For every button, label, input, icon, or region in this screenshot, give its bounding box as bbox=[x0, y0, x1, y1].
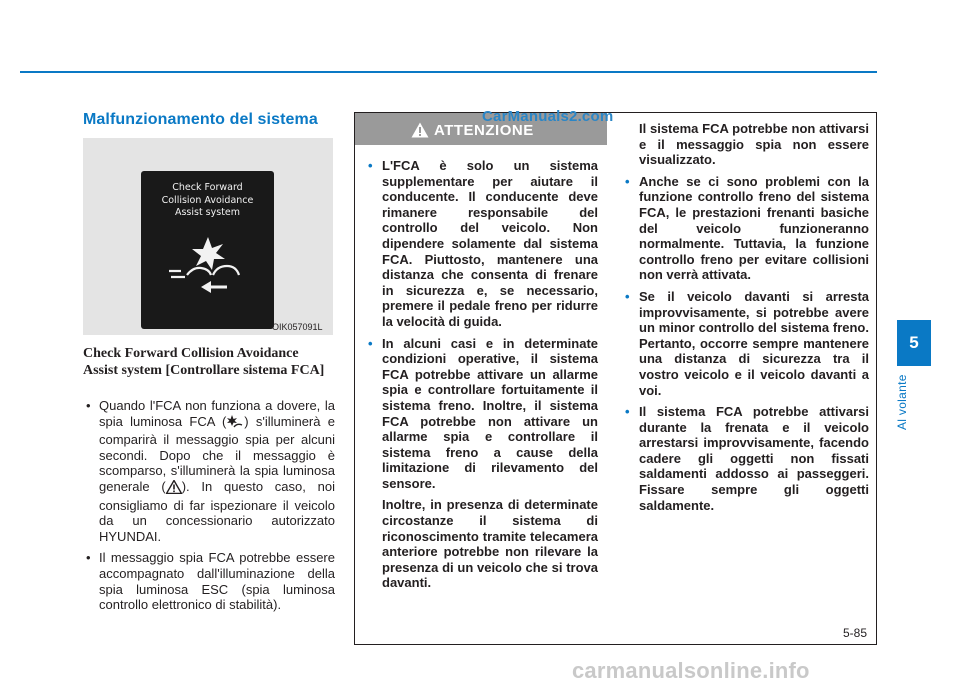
warning-paragraph: Inoltre, in presenza di determinate circostanze il sistema di riconoscimento tramite telecamera anteriore potrebbe non rilevare la presenza di un veicolo che si trova davanti. bbox=[382, 497, 598, 591]
cluster-message-line: Assist system bbox=[174, 207, 241, 218]
bullet-text: ). In questo caso, noi consigliamo di far ispezionare il veicolo da un concessionario autorizzato HYUNDAI. bbox=[99, 478, 335, 544]
list-item bbox=[85, 550, 335, 612]
warning-header bbox=[355, 108, 614, 145]
list-item: • Il sistema FCA potrebbe attivarsi durante la frenata e il veicolo arrestarsi improvvisamente, facendo cadere gli oggetti non fissati saldamenti addosso ai passeggeri. Fissare sempre gli oggetti saldamente. bbox=[625, 404, 869, 513]
warning-triangle-icon bbox=[411, 122, 429, 138]
cluster-message-line: Collision Avoidance bbox=[161, 194, 254, 206]
section-title: Malfunzionamento del sistema bbox=[83, 111, 318, 128]
page-number: 5-85 bbox=[843, 626, 868, 640]
bullet-text: Quando l'FCA non funziona a dovere, la spia luminosa FCA ( bbox=[99, 398, 335, 429]
list-item: • Anche se ci sono problemi con la funzione controllo freno del sistema FCA, le prestazioni frenanti basiche del veicolo funzioneranno normalmente. Tuttavia, la funzione controllo freno per evitare collisioni non verrà attivata. bbox=[625, 174, 869, 283]
warning-label: ATTENZIONE bbox=[434, 121, 534, 139]
warning-column-right bbox=[625, 121, 869, 519]
figure-code: OIK057091L bbox=[272, 322, 323, 332]
bullet-text: Il messaggio spia FCA potrebbe essere accompagnato dall'illuminazione della spia luminosa ESC (spia luminosa controllo elettronico di stabilità). bbox=[99, 550, 335, 613]
collision-warning-icon bbox=[165, 235, 251, 295]
left-bullet-list bbox=[85, 398, 335, 619]
cluster-message-line: Check Forward bbox=[172, 182, 243, 193]
fca-warning-icon bbox=[226, 415, 244, 433]
warning-paragraph: Il sistema FCA potrebbe non attivarsi e il messaggio spia non essere visualizzato. bbox=[639, 121, 869, 168]
warning-box bbox=[354, 108, 877, 645]
watermark: CarManuals2.com bbox=[482, 108, 614, 125]
list-item bbox=[85, 398, 335, 544]
header-rule bbox=[20, 71, 877, 73]
cluster-message bbox=[141, 182, 274, 220]
list-item: • In alcuni casi e in determinate condizioni operative, il sistema FCA potrebbe attivare un allarme spia e controllare fortuitamente il sistema freno. Inoltre, il sistema FCA potrebbe non attivare un allarme spia e controllare il sistema freno a cause della limitazione di rilevamento del sensore. bbox=[368, 336, 598, 492]
chapter-name: Al volante bbox=[895, 374, 909, 430]
list-item: • L'FCA è solo un sistema supplementare per aiutare il conducente. Il conducente deve rimanere responsabile del controllo del veicolo. Non dipendere solamente dal sistema FCA. Piuttosto, mantenere una distanza che consenta di frenare in sicurezza e, se necessario, premere il pedale freno per ridurre la velocità di guida. bbox=[368, 158, 598, 330]
warning-column-left bbox=[368, 158, 598, 597]
cluster-figure bbox=[83, 138, 333, 335]
chapter-number-tab: 5 bbox=[897, 320, 931, 366]
master-warning-icon bbox=[166, 480, 182, 498]
footer-watermark: carmanualsonline.info bbox=[572, 658, 810, 683]
cluster-display bbox=[141, 171, 274, 329]
bullet-text: ) s'illuminerà e comparirà il messaggio spia per alcuni secondi. Dopo che il messaggio è scomparso, s'illuminerà la spia luminosa generale ( bbox=[99, 413, 335, 494]
list-item: • Se il veicolo davanti si arresta improvvisamente, si potrebbe avere un minor controllo del sistema freno. Pertanto, occorre sempre mantenere una distanza di sicurezza tra il vostro veicolo e il veicolo davanti a voi. bbox=[625, 289, 869, 398]
subtitle: Check Forward Collision Avoidance Assist system [Controllare sistema FCA] bbox=[83, 346, 325, 378]
